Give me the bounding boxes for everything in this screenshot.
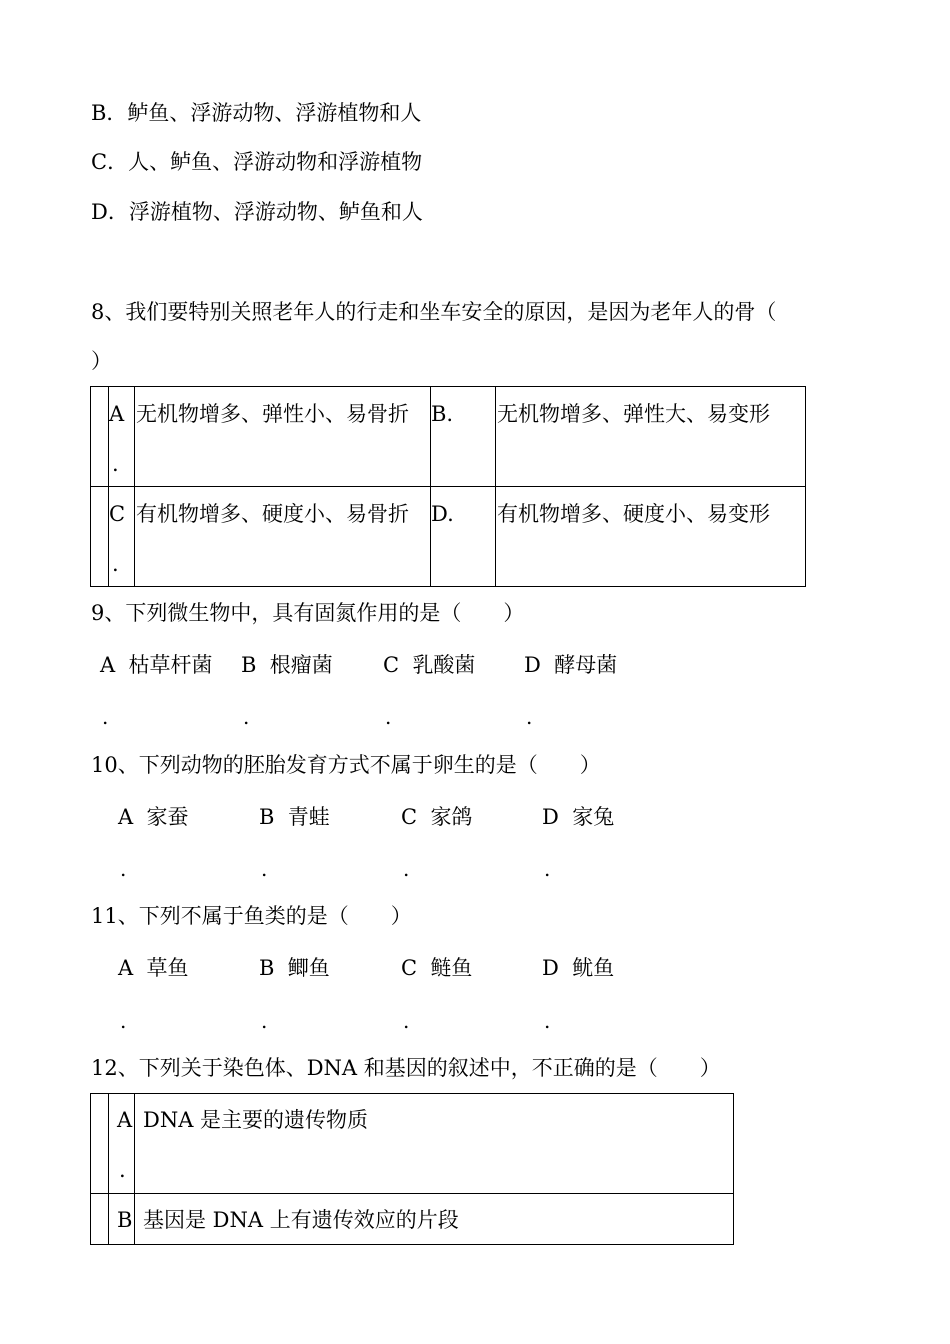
q8-option-a-text: 无机物增多、弹性小、易骨折 [136, 402, 409, 426]
q11-option-c: C 鲢鱼 [401, 956, 473, 980]
q10-option-c: C 家鸽 [401, 805, 473, 829]
q10-option-d-dot: . [544, 857, 551, 881]
q9-option-b-dot: . [243, 705, 250, 729]
q9-stem: 9、下列微生物中，具有固氮作用的是（ ） [91, 601, 525, 625]
q10-stem: 10、下列动物的胚胎发育方式不属于卵生的是（ ） [91, 753, 601, 777]
q11-option-b-dot: . [261, 1009, 268, 1033]
q8-option-b-text: 无机物增多、弹性大、易变形 [497, 402, 770, 426]
q8-option-c-text: 有机物增多、硬度小、易骨折 [136, 502, 409, 526]
q10-option-c-dot: . [403, 857, 410, 881]
q12-options-table [90, 1093, 734, 1245]
q10-option-d: D 家兔 [542, 805, 615, 829]
q7-option-b: B．鲈鱼、浮游动物、浮游植物和人 [91, 101, 422, 125]
q9-option-b: B 根瘤菌 [241, 653, 333, 677]
q11-option-d-dot: . [544, 1009, 551, 1033]
q11-stem: 11、下列不属于鱼类的是（ ） [91, 904, 412, 928]
q8-stem-close: ） [91, 349, 112, 373]
q12-option-a-text: DNA 是主要的遗传物质 [143, 1108, 369, 1132]
q10-option-a-dot: . [120, 857, 127, 881]
q9-option-a: A 枯草杆菌 [100, 653, 213, 677]
q9-option-d: D 酵母菌 [524, 653, 618, 677]
q10-option-b-dot: . [261, 857, 268, 881]
q8-options-table [90, 386, 806, 587]
q9-option-c: C 乳酸菌 [383, 653, 476, 677]
q7-option-d: D．浮游植物、浮游动物、鲈鱼和人 [91, 200, 423, 224]
q10-option-b: B 青蛙 [259, 805, 330, 829]
q8-option-d-text: 有机物增多、硬度小、易变形 [497, 502, 770, 526]
q11-option-c-dot: . [403, 1009, 410, 1033]
q8-option-d-label: D. [431, 502, 454, 526]
q11-option-b: B 鲫鱼 [259, 956, 330, 980]
q12-option-b-text: 基因是 DNA 上有遗传效应的片段 [143, 1208, 459, 1232]
q12-option-a-label: A . [117, 1108, 133, 1182]
q12-option-b-label: B [117, 1208, 133, 1232]
q9-option-a-dot: . [102, 705, 109, 729]
q7-option-c: C．人、鲈鱼、浮游动物和浮游植物 [91, 150, 423, 174]
q12-stem: 12、下列关于染色体、DNA 和基因的叙述中，不正确的是（ ） [91, 1056, 721, 1080]
q11-option-a-dot: . [120, 1009, 127, 1033]
q9-option-c-dot: . [385, 705, 392, 729]
q8-option-c-label: C . [109, 502, 126, 576]
q10-option-a: A 家蚕 [118, 805, 189, 829]
q11-option-d: D 鱿鱼 [542, 956, 615, 980]
q8-option-a-label: A . [109, 402, 125, 476]
q8-stem: 8、我们要特别关照老年人的行走和坐车安全的原因，是因为老年人的骨（ [91, 300, 777, 324]
q9-option-d-dot: . [526, 705, 533, 729]
q8-option-b-label: B. [431, 402, 454, 426]
q11-option-a: A 草鱼 [118, 956, 189, 980]
